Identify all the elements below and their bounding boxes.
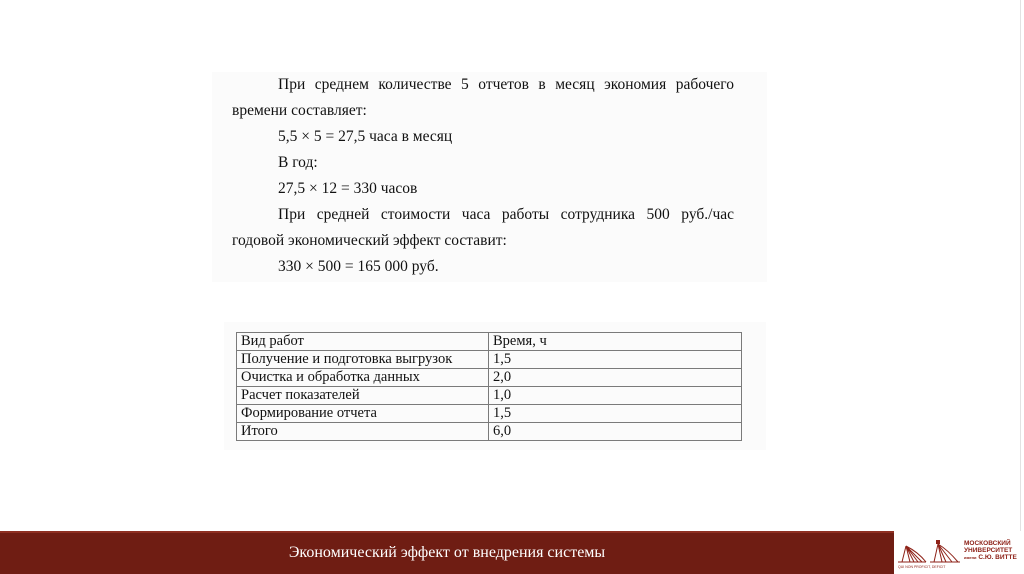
table-cell-time: 2,0 (489, 369, 742, 387)
table-cell-total-label: Итого (237, 423, 489, 441)
table-cell-time: 1,5 (489, 351, 742, 369)
table-cell-work: Расчет показателей (237, 387, 489, 405)
logo-line-small: имени (964, 555, 977, 560)
table-header-cell: Вид работ (237, 333, 489, 351)
table-row (237, 369, 742, 387)
table-cell-time: 1,0 (489, 387, 742, 405)
logo-wordmark (964, 540, 1022, 561)
logo-line (964, 554, 1022, 561)
formula-yearly: 27,5 × 12 = 330 часов (278, 180, 418, 197)
table-cell-time: 1,5 (489, 405, 742, 423)
paragraph-yearly: В год: (278, 154, 318, 171)
table-cell-work: Формирование отчета (237, 405, 489, 423)
formula-economic-effect: 330 × 500 = 165 000 руб. (278, 258, 439, 275)
calculation-text-block (212, 72, 767, 282)
table-row (237, 351, 742, 369)
paragraph-monthly-savings: При среднем количестве 5 отчетов в месяц экономия рабочего времени составляет: (232, 76, 734, 119)
table-row (237, 405, 742, 423)
logo-line: УНИВЕРСИТЕТ (964, 547, 1013, 554)
work-time-table-block (224, 322, 766, 450)
formula-monthly: 5,5 × 5 = 27,5 часа в месяц (278, 128, 453, 145)
table-total-row (237, 423, 742, 441)
table-cell-work: Очистка и обработка данных (237, 369, 489, 387)
logo-line: МОСКОВСКИЙ (964, 540, 1011, 547)
bridge-logo-icon (896, 536, 962, 566)
table-cell-total-value: 6,0 (489, 423, 742, 441)
work-time-table (236, 332, 742, 441)
logo-motto: QUI NON PROFICIT, DEFICIT (898, 565, 946, 569)
table-header-row (237, 333, 742, 351)
footer-bar (0, 532, 894, 574)
table-row (237, 387, 742, 405)
university-logo (896, 536, 1022, 572)
slide-title: Экономический эффект от внедрения системы (288, 544, 606, 561)
table-cell-work: Получение и подготовка выгрузок (237, 351, 489, 369)
footer-accent-line (0, 531, 894, 533)
logo-line-name: С.Ю. ВИТТЕ (978, 554, 1017, 561)
table-header-cell: Время, ч (489, 333, 742, 351)
paragraph-economic-effect: При средней стоимости часа работы сотрудника 500 руб./час годовой экономический эффект составит: (232, 206, 734, 249)
